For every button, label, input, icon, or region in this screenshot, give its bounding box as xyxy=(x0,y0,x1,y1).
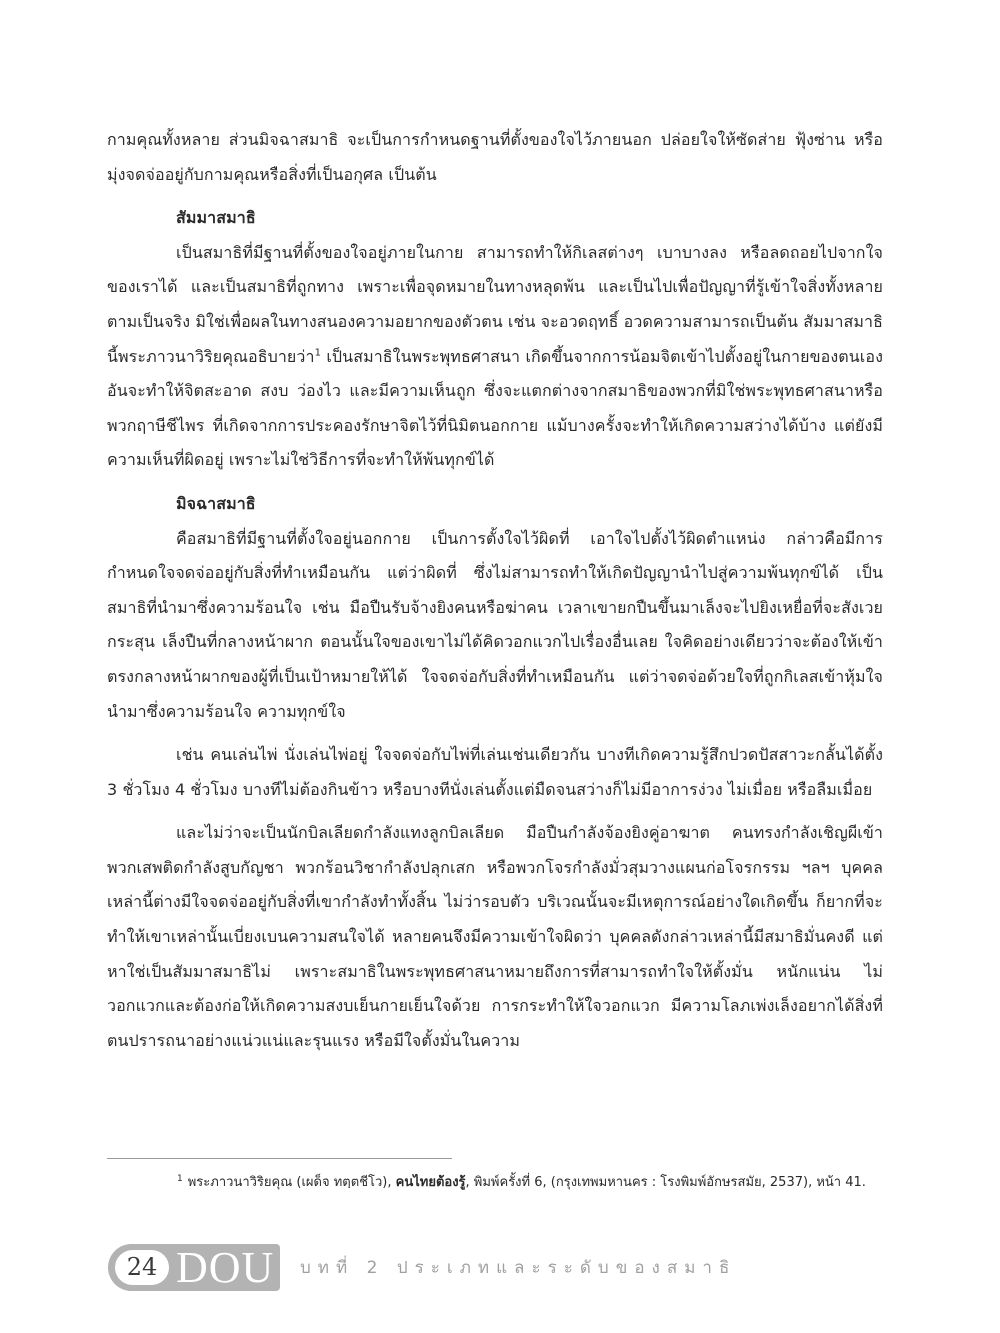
section-heading-miccha-samadhi: มิจฉาสมาธิ xyxy=(176,493,256,513)
page-badge xyxy=(108,1244,280,1291)
dou-logo: DOU xyxy=(176,1243,275,1292)
footnote-publication: , พิมพ์ครั้งที่ 6, (กรุงเทพมหานคร : โรงพิมพ์อักษรสมัย, 2537), หน้า 41. xyxy=(465,1175,866,1190)
paragraph-miccha-samadhi: คือสมาธิที่มีฐานที่ตั้งใจอยู่นอกกาย เป็นการตั้งใจไว้ผิดที่ เอาใจไปตั้งไว้ผิดตำแหน่ง กล่าวคือมีการกำหนดใจจดจ่ออยู่กับสิ่งที่ทำเหมือนกัน แต่ว่าผิดที่ ซึ่งไม่สามารถทำให้เกิดปัญญานำไปสู่ความพ้นทุกข์ได้ เป็นสมาธิที่นำมาซึ่งความร้อนใจ เช่น มือปืนรับจ้างยิงคนหรือฆ่าคน เวลาเขายกปืนขึ้นมาเล็งจะไปยิงเหยื่อที่จะสังเวยกระสุน เล็งปืนที่กลางหน้าผาก ตอนนั้นใจของเขาไม่ได้คิดวอกแวกไปเรื่องอื่นเลย ใจคิดอย่างเดียวว่าจะต้องให้เข้าตรงกลางหน้าผากของผู้ที่เป็นเป้าหมายให้ได้ ใจจดจ่อกับสิ่งที่ทำเหมือนกัน แต่ว่าจดจ่อด้วยใจที่ถูกกิเลสเข้าหุ้มใจ นำมาซึ่งความร้อนใจ ความทุกข์ใจ xyxy=(107,528,883,721)
paragraph-continuation: กามคุณทั้งหลาย ส่วนมิจฉาสมาธิ จะเป็นการกำหนดฐานที่ตั้งของใจไว้ภายนอก ปล่อยใจให้ซัดส่าย ฟุ้งซ่าน หรือมุ่งจดจ่ออยู่กับกามคุณหรือสิ่งที่เป็นอกุศล เป็นต้น xyxy=(107,130,883,184)
page-number: 24 xyxy=(115,1250,169,1285)
footnote-divider xyxy=(107,1158,452,1159)
paragraph-card-player-example: เช่น คนเล่นไพ่ นั่งเล่นไพ่อยู่ ใจจดจ่อกับไพ่ที่เล่นเช่นเดียวกัน บางทีเกิดความรู้สึกปวดปัสสาวะกลั้นได้ตั้ง 3 ชั่วโมง 4 ชั่วโมง บางทีไม่ต้องกินข้าว หรือบางทีนั่งเล่นตั้งแต่มืดจนสว่างก็ไม่มีอาการง่วง ไม่เมื่อย หรือลืมเมื่อย xyxy=(107,745,883,799)
paragraph-focused-people-example: และไม่ว่าจะเป็นนักบิลเลียดกำลังแทงลูกบิลเลียด มือปืนกำลังจ้องยิงคู่อาฆาต คนทรงกำลังเชิญผีเข้า พวกเสพติดกำลังสูบกัญชา พวกร้อนวิชากำลังปลุกเสก หรือพวกโจรกำลังมั่วสุมวางแผนก่อโจรกรรม ฯลฯ บุคคลเหล่านี้ต่างมีใจจดจ่ออยู่กับสิ่งที่เขากำลังทำทั้งสิ้น ไม่ว่ารอบตัว บริเวณนั้นจะมีเหตุการณ์อย่างใดเกิดขึ้น ก็ยากที่จะทำให้เขาเหล่านั้นเบี่ยงเบนความสนใจได้ หลายคนจึงมีความเข้าใจผิดว่า บุคคลดังกล่าวเหล่านี้มีสมาธิมั่นคงดี แต่หาใช่เป็นสัมมาสมาธิไม่ เพราะสมาธิในพระพุทธศาสนาหมายถึงการที่สามารถทำใจให้ตั้งมั่น หนักแน่น ไม่วอกแวกและต้องก่อให้เกิดความสงบเย็นกายเย็นใจด้วย การกระทำให้ใจวอกแวก มีความโลภเพ่งเล็งอยากได้สิ่งที่ตนปรารถนาอย่างแน่วแน่และรุนแรง หรือมีใจตั้งมั่นในความ xyxy=(107,823,883,1050)
chapter-title: บทที่ 2 ประเภทและระดับของสมาธิ xyxy=(300,1258,737,1278)
footnote-reference[interactable]: 1 xyxy=(314,347,322,359)
paragraph-samma-samadhi xyxy=(107,236,883,478)
section-heading-samma-samadhi: สัมมาสมาธิ xyxy=(176,208,256,228)
footnote-author: พระภาวนาวิริยคุณ (เผด็จ ทตฺตชีโว), xyxy=(187,1175,396,1190)
paragraph-text: เป็นสมาธิที่มีฐานที่ตั้งของใจอยู่ภายในกาย สามารถทำให้กิเลสต่างๆ เบาบางลง หรือลดถอยไปจากใจของเราได้ และเป็นสมาธิที่ถูกทาง เพราะเพื่อจุดหมายในทางหลุดพ้น และเป็นไปเพื่อปัญญาที่รู้เข้าใจสิ่งทั้งหลายตามเป็นจริง มิใช่เพื่อผลในทางสนองความอยากของตัวตน เช่น จะอวดฤทธิ์ อวดความสามารถเป็นต้น สัมมาสมาธินี้พระภาวนาวิริยคุณอธิบายว่า xyxy=(107,242,883,366)
main-text xyxy=(107,123,883,1058)
footnote xyxy=(107,1168,883,1198)
footnote-book-title: คนไทยต้องรู้ xyxy=(395,1175,466,1190)
paragraph-text: เป็นสมาธิในพระพุทธศาสนา เกิดขึ้นจากการน้อมจิตเข้าไปตั้งอยู่ในกายของตนเอง อันจะทำให้จิตสะอาด สงบ ว่องไว และมีความเห็นถูก ซึ่งจะแตกต่างจากสมาธิของพวกที่มิใช่พระพุทธศาสนาหรือพวกฤาษีชีไพร ที่เกิดจากการประคองรักษาจิตไว้ที่นิมิตนอกกาย แม้บางครั้งจะทำให้เกิดความสว่างได้บ้าง แต่ยังมีความเห็นที่ผิดอยู่ เพราะไม่ใช่วิธีการที่จะทำให้พ้นทุกข์ได้ xyxy=(107,346,883,470)
footnote-mark: 1 xyxy=(177,1173,183,1184)
